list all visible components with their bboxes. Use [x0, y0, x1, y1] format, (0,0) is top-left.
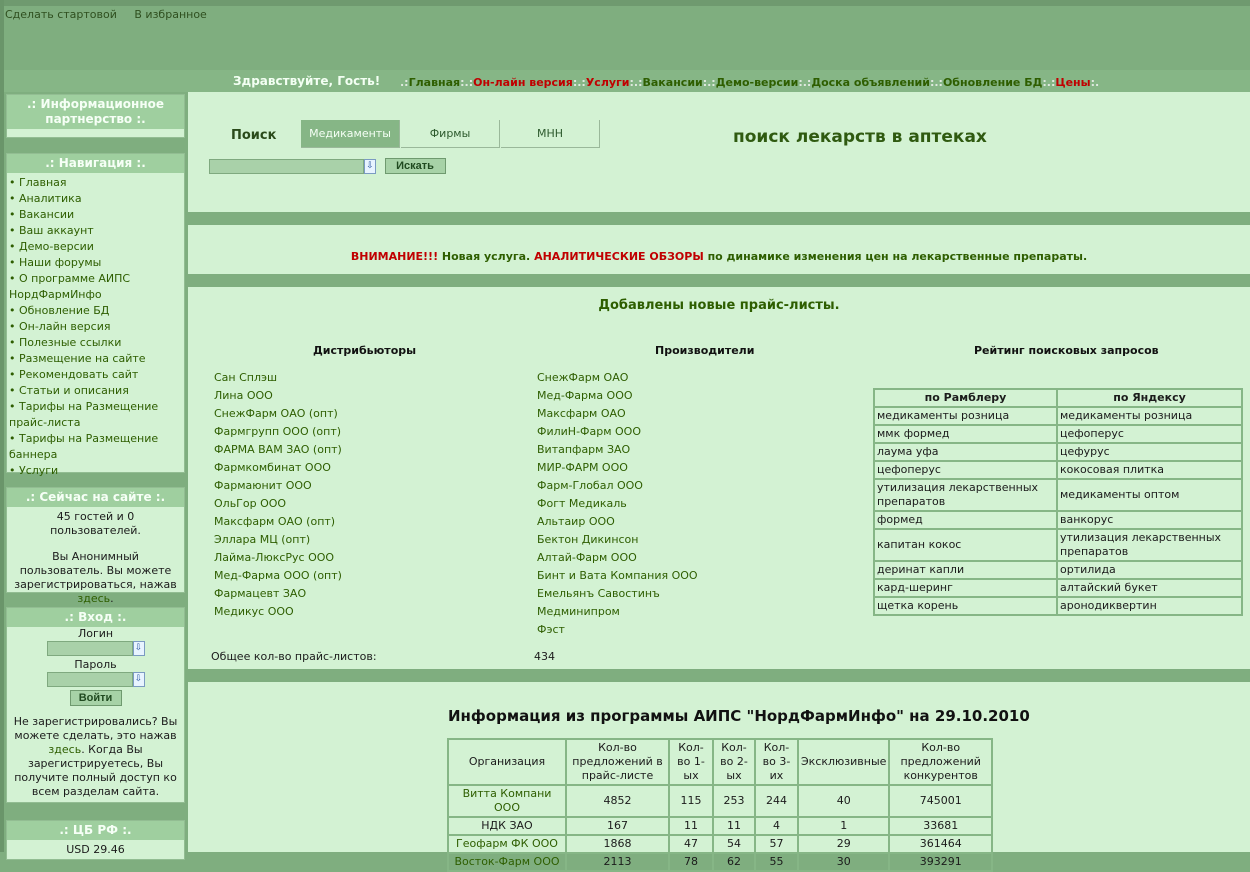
login-button[interactable]: Войти: [70, 690, 122, 706]
greeting-bar: [4, 70, 1250, 92]
nav-item[interactable]: • О программе АИПС НордФармИнфо: [9, 272, 131, 301]
rating-yandex-cell: алтайский букет: [1057, 579, 1242, 597]
producer-item[interactable]: Фогт Медикаль: [537, 497, 627, 510]
rating-yandex-cell: медикаменты розница: [1057, 407, 1242, 425]
info-value-cell: 4852: [566, 785, 669, 817]
menu-separator: :.:: [1042, 76, 1056, 89]
rating-rambler-cell: утилизация лекарственных препаратов: [874, 479, 1057, 511]
info-row: [448, 835, 992, 853]
menu-separator: :.:: [798, 76, 812, 89]
notice-line: [188, 250, 1250, 263]
info-org-cell[interactable]: Геофарм ФК ООО: [448, 835, 566, 853]
search-label: Поиск: [231, 128, 277, 143]
distributor-item[interactable]: Фармацевт ЗАО: [214, 587, 307, 600]
info-header-cell: Кол-во 3-их: [755, 739, 798, 785]
add-favorites-link[interactable]: В избранное: [134, 8, 207, 21]
notice-tail: по динамике изменения цен на лекарственные препараты.: [703, 250, 1088, 263]
distributor-item[interactable]: СнежФарм ОАО (опт): [214, 407, 338, 420]
nav-item[interactable]: • Главная: [9, 176, 67, 189]
notice-warning: ВНИМАНИЕ!!!: [350, 250, 439, 263]
register-text-2: . Когда Вы зарегистрируетесь, Вы получите полный доступ ко всем разделам сайта.: [14, 743, 177, 798]
divider-band: [188, 669, 1250, 682]
menu-separator: :.:: [572, 76, 586, 89]
info-row: [448, 817, 992, 835]
rating-yandex-cell: цефоперус: [1057, 425, 1242, 443]
nav-item[interactable]: • Рекомендовать сайт: [9, 368, 139, 381]
info-value-cell: 253: [713, 785, 755, 817]
total-label: Общее кол-во прайс-листов:: [211, 650, 377, 663]
login-title: .: Вход :.: [7, 608, 184, 627]
search-button[interactable]: Искать: [385, 158, 446, 174]
navigation-box: [6, 153, 185, 477]
info-value-cell: 745001: [889, 785, 992, 817]
rating-row: [874, 511, 1242, 529]
rating-yandex-cell: кокосовая плитка: [1057, 461, 1242, 479]
top-links: [5, 8, 221, 21]
rating-title: Рейтинг поисковых запросов: [974, 344, 1159, 357]
login-input[interactable]: [47, 641, 133, 656]
main-menu: [400, 76, 1099, 89]
distributor-item[interactable]: ФАРМА ВАМ ЗАО (опт): [214, 443, 342, 456]
distributors-title: Дистрибьюторы: [313, 344, 417, 357]
menu-item[interactable]: Демо-версии: [715, 76, 799, 89]
distributor-item[interactable]: Максфарм ОАО (опт): [214, 515, 336, 528]
info-header-cell: Кол-во 2-ых: [713, 739, 755, 785]
tab-inn[interactable]: МНН: [501, 120, 600, 148]
greeting-text: Здравствуйте, Гость!: [233, 74, 381, 88]
login-label: Логин: [77, 627, 114, 640]
nav-item[interactable]: • Наши форумы: [9, 256, 102, 269]
producer-item[interactable]: ФилиН-Фарм ООО: [537, 425, 642, 438]
cbrf-box: [6, 820, 185, 860]
producers-list: [537, 369, 698, 639]
login-autofill-icon[interactable]: ⇩: [133, 641, 145, 656]
rating-yandex-cell: медикаменты оптом: [1057, 479, 1242, 511]
menu-item[interactable]: Услуги: [585, 76, 630, 89]
online-title: .: Сейчас на сайте :.: [7, 488, 184, 507]
rating-row: [874, 597, 1242, 615]
nav-item[interactable]: • Демо-версии: [9, 240, 94, 253]
analytics-link[interactable]: АНАЛИТИЧЕСКИЕ ОБЗОРЫ: [534, 250, 704, 263]
rating-rambler-cell: формед: [874, 511, 1057, 529]
info-value-cell: 54: [713, 835, 755, 853]
rating-table: [873, 388, 1243, 616]
menu-item[interactable]: Главная: [408, 76, 461, 89]
total-value: 434: [534, 650, 555, 663]
menu-item[interactable]: Вакансии: [642, 76, 703, 89]
rating-rambler-cell: ммк формед: [874, 425, 1057, 443]
distributor-item[interactable]: Сан Сплэш: [214, 371, 278, 384]
rating-header-yandex: по Яндексу: [1057, 389, 1242, 407]
distributor-item[interactable]: Фармаюнит ООО: [214, 479, 312, 492]
rating-rambler-cell: щетка корень: [874, 597, 1057, 615]
info-value-cell: 30: [798, 853, 889, 871]
added-pricelists-title: Добавлены новые прайс-листы.: [598, 298, 840, 313]
password-autofill-icon[interactable]: ⇩: [133, 672, 145, 687]
nav-item[interactable]: • Он-лайн версия: [9, 320, 111, 333]
info-value-cell: 11: [669, 817, 713, 835]
nav-item[interactable]: • Полезные ссылки: [9, 336, 122, 349]
producer-item[interactable]: Алтай-Фарм ООО: [537, 551, 637, 564]
info-org-cell: НДК ЗАО: [448, 817, 566, 835]
partnership-title: .: Информационное партнерство :.: [7, 95, 184, 129]
info-row: [448, 785, 992, 817]
rating-row: [874, 407, 1242, 425]
menu-item[interactable]: Обновление БД: [942, 76, 1043, 89]
distributors-list: [214, 369, 342, 621]
producer-item[interactable]: Бектон Дикинсон: [537, 533, 639, 546]
producer-item[interactable]: Бинт и Вата Компания ООО: [537, 569, 698, 582]
rating-rambler-cell: кард-шеринг: [874, 579, 1057, 597]
rating-yandex-cell: аронодиквертин: [1057, 597, 1242, 615]
rating-row: [874, 425, 1242, 443]
search-input[interactable]: [209, 159, 364, 174]
nav-item[interactable]: • Тарифы на Размещение баннера: [9, 432, 159, 461]
register-message: [7, 706, 184, 802]
register-link[interactable]: здесь: [48, 743, 82, 756]
info-value-cell: 57: [755, 835, 798, 853]
info-value-cell: 115: [669, 785, 713, 817]
info-value-cell: 29: [798, 835, 889, 853]
rating-yandex-cell: утилизация лекарственных препаратов: [1057, 529, 1242, 561]
distributor-item[interactable]: Лайма-ЛюксРус ООО: [214, 551, 335, 564]
rating-row: [874, 579, 1242, 597]
sidebar: [4, 92, 188, 856]
menu-separator: :.:: [702, 76, 716, 89]
rating-row: [874, 561, 1242, 579]
producer-item[interactable]: Альтаир ООО: [537, 515, 615, 528]
top-strip: [0, 0, 1250, 6]
rating-yandex-cell: ванкорус: [1057, 511, 1242, 529]
usd-rate: USD 29.46: [66, 843, 125, 856]
info-value-cell: 1: [798, 817, 889, 835]
rating-yandex-cell: ортилида: [1057, 561, 1242, 579]
menu-item[interactable]: Цены: [1055, 76, 1091, 89]
password-input[interactable]: [47, 672, 133, 687]
rating-header-rambler: по Рамблеру: [874, 389, 1057, 407]
distributor-item[interactable]: Медикус ООО: [214, 605, 294, 618]
navigation-title: .: Навигация :.: [7, 154, 184, 173]
divider-band: [188, 274, 1250, 287]
producer-item[interactable]: МИР-ФАРМ ООО: [537, 461, 628, 474]
info-value-cell: 11: [713, 817, 755, 835]
set-homepage-link[interactable]: Сделать стартовой: [5, 8, 117, 21]
tab-firms[interactable]: Фирмы: [401, 120, 500, 148]
info-org-cell[interactable]: Восток-Фарм ООО: [448, 853, 566, 871]
producer-item[interactable]: СнежФарм ОАО: [537, 371, 629, 384]
register-text-1: Не зарегистрировались? Вы можете сделать, это нажав: [13, 715, 178, 742]
rating-rambler-cell: медикаменты розница: [874, 407, 1057, 425]
distributor-item[interactable]: Фармгрупп ООО (опт): [214, 425, 342, 438]
distributor-item[interactable]: Мед-Фарма ООО (опт): [214, 569, 342, 582]
anon-register-link[interactable]: здесь: [77, 592, 111, 605]
divider-band: [188, 212, 1250, 225]
info-header-cell: Кол-во предложений конкурентов: [889, 739, 992, 785]
info-value-cell: 55: [755, 853, 798, 871]
search-autofill-icon[interactable]: ⇩: [364, 159, 376, 174]
nav-item[interactable]: • Ваш аккаунт: [9, 224, 94, 237]
menu-separator: :.: [1090, 76, 1100, 89]
rating-row: [874, 443, 1242, 461]
cbrf-title: .: ЦБ РФ :.: [7, 821, 184, 840]
nav-item[interactable]: • Статьи и описания: [9, 384, 129, 397]
navigation-list: [7, 173, 184, 481]
producer-item[interactable]: Витапфарм ЗАО: [537, 443, 631, 456]
info-row: [448, 853, 992, 871]
notice-mid: Новая услуга.: [438, 250, 535, 263]
producer-item[interactable]: Максфарм ОАО: [537, 407, 626, 420]
info-value-cell: 4: [755, 817, 798, 835]
online-box: [6, 487, 185, 605]
menu-separator: :.:: [460, 76, 474, 89]
nav-item[interactable]: • Услуги: [9, 464, 59, 477]
partnership-box: [6, 94, 185, 138]
info-value-cell: 47: [669, 835, 713, 853]
distributor-item[interactable]: ОльГор ООО: [214, 497, 287, 510]
info-header-cell: Кол-во предложений в прайс-листе: [566, 739, 669, 785]
info-header-cell: Эксклюзивные: [798, 739, 889, 785]
info-org-cell[interactable]: Витта Компани ООО: [448, 785, 566, 817]
info-value-cell: 1868: [566, 835, 669, 853]
producer-item[interactable]: Фарм-Глобал ООО: [537, 479, 643, 492]
nav-item[interactable]: • Вакансии: [9, 208, 75, 221]
info-value-cell: 361464: [889, 835, 992, 853]
info-value-cell: 393291: [889, 853, 992, 871]
info-header-cell: Кол-во 1-ых: [669, 739, 713, 785]
info-header-cell: Организация: [448, 739, 566, 785]
anon-text: Вы Анонимный пользователь. Вы можете зарегистрироваться, нажав: [14, 550, 177, 591]
info-value-cell: 62: [713, 853, 755, 871]
rating-rambler-cell: лаума уфа: [874, 443, 1057, 461]
info-value-cell: 40: [798, 785, 889, 817]
nav-item[interactable]: • Тарифы на Размещение прайс-листа: [9, 400, 159, 429]
login-box: [6, 607, 185, 803]
rating-row: [874, 479, 1242, 511]
nav-item[interactable]: • Аналитика: [9, 192, 82, 205]
distributor-item[interactable]: Фармкомбинат ООО: [214, 461, 331, 474]
nav-item[interactable]: • Размещение на сайте: [9, 352, 146, 365]
producer-item[interactable]: Фэст: [537, 623, 565, 636]
distributor-item[interactable]: Лина ООО: [214, 389, 273, 402]
rating-row: [874, 529, 1242, 561]
producer-item[interactable]: Емельянъ Савостинъ: [537, 587, 660, 600]
menu-item[interactable]: Он-лайн версия: [473, 76, 573, 89]
info-value-cell: 167: [566, 817, 669, 835]
producer-item[interactable]: Мед-Фарма ООО: [537, 389, 633, 402]
rating-rambler-cell: цефоперус: [874, 461, 1057, 479]
anon-message: Вы Анонимный пользователь. Вы можете зарегистрироваться, нажав здесь.: [14, 550, 177, 605]
rating-yandex-cell: цефурус: [1057, 443, 1242, 461]
info-title: Информация из программы АИПС "НордФармИнфо" на 29.10.2010: [448, 707, 1030, 725]
search-slogan: поиск лекарств в аптеках: [733, 127, 987, 147]
password-label: Пароль: [74, 658, 117, 671]
nav-item[interactable]: • Обновление БД: [9, 304, 110, 317]
rating-rambler-cell: деринат капли: [874, 561, 1057, 579]
menu-item[interactable]: Доска объявлений: [811, 76, 930, 89]
rating-row: [874, 461, 1242, 479]
rating-rambler-cell: капитан кокос: [874, 529, 1057, 561]
online-count: 45 гостей и 0 пользователей.: [50, 510, 141, 537]
producers-title: Производители: [655, 344, 755, 357]
menu-separator: .:: [400, 76, 409, 89]
info-value-cell: 244: [755, 785, 798, 817]
producer-item[interactable]: Медминипром: [537, 605, 620, 618]
distributor-item[interactable]: Эллара МЦ (опт): [214, 533, 311, 546]
menu-separator: :.:: [629, 76, 643, 89]
info-value-cell: 2113: [566, 853, 669, 871]
tab-medicines[interactable]: Медикаменты: [301, 120, 400, 148]
search-row: [209, 158, 446, 174]
main-content: [188, 92, 1250, 868]
info-value-cell: 33681: [889, 817, 992, 835]
menu-separator: :.:: [929, 76, 943, 89]
info-value-cell: 78: [669, 853, 713, 871]
